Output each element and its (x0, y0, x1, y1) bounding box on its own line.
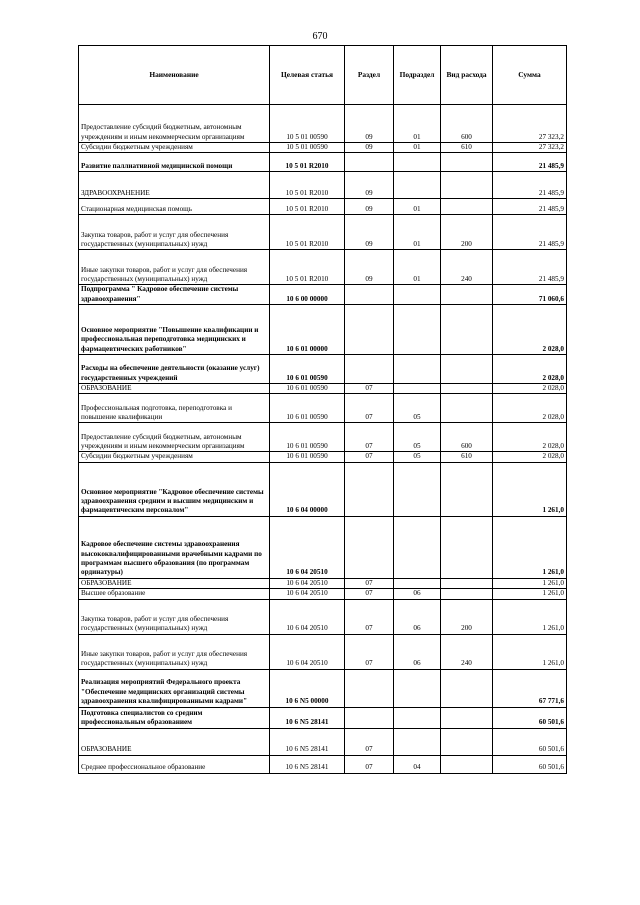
row-name: Реализация мероприятий Федерального проекта "Обеспечение медицинских организаций системы здравоохранения квалифицированными кадрами" (79, 669, 270, 707)
row-expense-type (441, 516, 493, 578)
table-row (79, 728, 567, 755)
row-section: 09 (345, 215, 394, 250)
row-sum: 21 485,9 (493, 250, 567, 285)
row-sum: 67 771,6 (493, 669, 567, 707)
table-row (79, 172, 567, 199)
row-name: Среднее профессиональное образование (79, 755, 270, 773)
row-subsection: 04 (394, 755, 441, 773)
row-name: Закупка товаров, работ и услуг для обеспечения государственных (муниципальных) нужд (79, 599, 270, 634)
row-target: 10 5 01 R2010 (270, 215, 345, 250)
row-sum: 2 028,0 (493, 305, 567, 355)
row-sum: 27 323,2 (493, 143, 567, 153)
row-name: Подготовка специалистов со средним профессиональным образованием (79, 707, 270, 728)
row-name: Закупка товаров, работ и услуг для обеспечения государственных (муниципальных) нужд (79, 215, 270, 250)
row-expense-type (441, 728, 493, 755)
row-name: Основное мероприятие "Кадровое обеспечение системы здравоохранения средним и высшим медицинским и фармацевтическим персоналом" (79, 462, 270, 516)
row-sum: 1 261,0 (493, 578, 567, 588)
row-target: 10 5 01 R2010 (270, 199, 345, 215)
header-target: Целевая статья (270, 46, 345, 105)
row-subsection: 06 (394, 599, 441, 634)
row-expense-type (441, 172, 493, 199)
row-target: 10 6 01 00590 (270, 452, 345, 462)
row-section: 09 (345, 199, 394, 215)
row-subsection: 06 (394, 634, 441, 669)
row-target: 10 6 N5 28141 (270, 755, 345, 773)
row-name: ОБРАЗОВАНИЕ (79, 578, 270, 588)
table-row (79, 355, 567, 384)
row-subsection (394, 153, 441, 172)
row-section (345, 285, 394, 305)
row-section: 09 (345, 143, 394, 153)
row-section (345, 355, 394, 384)
header-subsection: Подраздел (394, 46, 441, 105)
row-sum: 21 485,9 (493, 172, 567, 199)
row-expense-type: 610 (441, 143, 493, 153)
row-expense-type (441, 153, 493, 172)
row-subsection (394, 305, 441, 355)
table-row (79, 143, 567, 153)
row-subsection: 01 (394, 215, 441, 250)
row-section (345, 707, 394, 728)
row-section: 07 (345, 394, 394, 423)
table-row (79, 707, 567, 728)
row-subsection: 05 (394, 394, 441, 423)
row-target: 10 6 N5 28141 (270, 707, 345, 728)
row-sum: 1 261,0 (493, 589, 567, 599)
row-sum: 60 501,6 (493, 728, 567, 755)
row-target: 10 6 00 00000 (270, 285, 345, 305)
row-sum: 71 060,6 (493, 285, 567, 305)
row-subsection (394, 285, 441, 305)
table-row (79, 384, 567, 394)
row-section (345, 462, 394, 516)
header-name: Наименование (79, 46, 270, 105)
table-row (79, 199, 567, 215)
header-row (79, 46, 567, 105)
row-name: Высшее образование (79, 589, 270, 599)
header-expense-type: Вид расхода (441, 46, 493, 105)
row-expense-type (441, 355, 493, 384)
row-target: 10 6 04 20510 (270, 516, 345, 578)
page-number: 670 (312, 31, 328, 42)
row-subsection: 01 (394, 105, 441, 143)
table-row (79, 153, 567, 172)
row-section: 07 (345, 634, 394, 669)
table-row (79, 215, 567, 250)
row-name: ЗДРАВООХРАНЕНИЕ (79, 172, 270, 199)
row-target: 10 6 N5 00000 (270, 669, 345, 707)
header-sum: Сумма (493, 46, 567, 105)
row-subsection (394, 384, 441, 394)
row-expense-type (441, 755, 493, 773)
row-target: 10 6 N5 28141 (270, 728, 345, 755)
row-section: 07 (345, 452, 394, 462)
table-row (79, 462, 567, 516)
row-section: 07 (345, 589, 394, 599)
table-row (79, 755, 567, 773)
row-sum: 2 028,0 (493, 355, 567, 384)
row-sum: 60 501,6 (493, 755, 567, 773)
row-expense-type (441, 589, 493, 599)
row-section: 07 (345, 599, 394, 634)
row-name: Развитие паллиативной медицинской помощи (79, 153, 270, 172)
row-expense-type (441, 462, 493, 516)
row-subsection (394, 516, 441, 578)
row-section: 07 (345, 423, 394, 452)
row-name: Предоставление субсидий бюджетным, автономным учреждениям и иным некоммерческим организациям (79, 423, 270, 452)
table-row (79, 578, 567, 588)
row-name: Иные закупки товаров, работ и услуг для обеспечения государственных (муниципальных) нужд (79, 634, 270, 669)
row-expense-type: 240 (441, 250, 493, 285)
row-subsection (394, 462, 441, 516)
row-subsection: 06 (394, 589, 441, 599)
row-sum: 1 261,0 (493, 462, 567, 516)
row-section: 07 (345, 755, 394, 773)
row-name: Предоставление субсидий бюджетным, автономным учреждениям и иным некоммерческим организациям (79, 105, 270, 143)
row-sum: 60 501,6 (493, 707, 567, 728)
row-subsection: 01 (394, 143, 441, 153)
row-section: 09 (345, 250, 394, 285)
row-target: 10 6 04 20510 (270, 578, 345, 588)
table-row (79, 452, 567, 462)
row-name: Основное мероприятие "Повышение квалификации и профессиональная переподготовка медицинских и фармацевтических работников" (79, 305, 270, 355)
row-subsection (394, 172, 441, 199)
row-target: 10 6 01 00000 (270, 305, 345, 355)
row-expense-type (441, 285, 493, 305)
row-sum: 2 028,0 (493, 452, 567, 462)
row-name: Стационарная медицинская помощь (79, 199, 270, 215)
row-subsection (394, 728, 441, 755)
row-sum: 21 485,9 (493, 215, 567, 250)
row-subsection (394, 578, 441, 588)
row-target: 10 6 01 00590 (270, 394, 345, 423)
header-section: Раздел (345, 46, 394, 105)
row-sum: 21 485,9 (493, 153, 567, 172)
table-row (79, 516, 567, 578)
row-expense-type (441, 199, 493, 215)
row-name: Субсидии бюджетным учреждениям (79, 452, 270, 462)
row-expense-type: 610 (441, 452, 493, 462)
table-row (79, 394, 567, 423)
row-target: 10 6 04 00000 (270, 462, 345, 516)
row-target: 10 6 04 20510 (270, 599, 345, 634)
row-subsection: 05 (394, 452, 441, 462)
row-expense-type (441, 669, 493, 707)
row-expense-type: 200 (441, 215, 493, 250)
row-subsection (394, 669, 441, 707)
row-target: 10 6 01 00590 (270, 423, 345, 452)
row-name: Кадровое обеспечение системы здравоохранения высококвалифицированными врачебными кадрами по программам высшего образования (по программам ординатуры) (79, 516, 270, 578)
row-subsection: 05 (394, 423, 441, 452)
row-subsection (394, 707, 441, 728)
table-row (79, 285, 567, 305)
row-subsection (394, 355, 441, 384)
row-expense-type (441, 384, 493, 394)
row-target: 10 6 01 00590 (270, 355, 345, 384)
table-row (79, 250, 567, 285)
table-row (79, 305, 567, 355)
row-sum: 1 261,0 (493, 516, 567, 578)
row-sum: 1 261,0 (493, 634, 567, 669)
table-row (79, 634, 567, 669)
row-section: 07 (345, 728, 394, 755)
row-expense-type (441, 578, 493, 588)
table-row (79, 105, 567, 143)
row-sum: 2 028,0 (493, 423, 567, 452)
row-section: 07 (345, 384, 394, 394)
row-sum: 21 485,9 (493, 199, 567, 215)
row-name: Профессиональная подготовка, переподготовка и повышение квалификации (79, 394, 270, 423)
row-section (345, 153, 394, 172)
row-expense-type: 600 (441, 423, 493, 452)
row-expense-type (441, 305, 493, 355)
row-name: Подпрограмма " Кадровое обеспечение системы здравоохранения" (79, 285, 270, 305)
table-row (79, 599, 567, 634)
row-subsection: 01 (394, 250, 441, 285)
table-row (79, 669, 567, 707)
row-name: Расходы на обеспечение деятельности (оказание услуг) государственных учреждений (79, 355, 270, 384)
table-row (79, 589, 567, 599)
row-name: ОБРАЗОВАНИЕ (79, 384, 270, 394)
row-section: 09 (345, 105, 394, 143)
row-section (345, 516, 394, 578)
table-row (79, 423, 567, 452)
row-expense-type (441, 394, 493, 423)
row-section (345, 669, 394, 707)
row-target: 10 5 01 R2010 (270, 153, 345, 172)
row-section: 07 (345, 578, 394, 588)
budget-table (78, 45, 567, 774)
row-sum: 2 028,0 (493, 384, 567, 394)
row-section: 09 (345, 172, 394, 199)
row-target: 10 6 01 00590 (270, 384, 345, 394)
row-target: 10 5 01 00590 (270, 105, 345, 143)
row-sum: 1 261,0 (493, 599, 567, 634)
row-target: 10 5 01 00590 (270, 143, 345, 153)
row-sum: 27 323,2 (493, 105, 567, 143)
row-subsection: 01 (394, 199, 441, 215)
row-expense-type: 600 (441, 105, 493, 143)
row-expense-type (441, 707, 493, 728)
row-target: 10 6 04 20510 (270, 634, 345, 669)
row-target: 10 5 01 R2010 (270, 250, 345, 285)
row-expense-type: 240 (441, 634, 493, 669)
row-target: 10 5 01 R2010 (270, 172, 345, 199)
row-name: Иные закупки товаров, работ и услуг для обеспечения государственных (муниципальных) нужд (79, 250, 270, 285)
row-name: Субсидии бюджетным учреждениям (79, 143, 270, 153)
row-section (345, 305, 394, 355)
row-name: ОБРАЗОВАНИЕ (79, 728, 270, 755)
row-expense-type: 200 (441, 599, 493, 634)
row-target: 10 6 04 20510 (270, 589, 345, 599)
row-sum: 2 028,0 (493, 394, 567, 423)
